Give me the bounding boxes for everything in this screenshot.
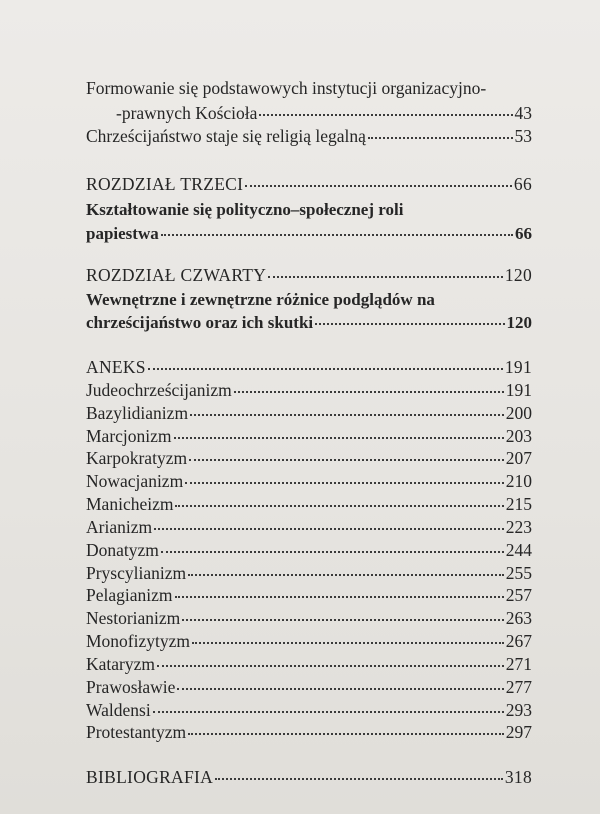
toc-entry xyxy=(86,403,532,423)
toc-entry-page: 210 xyxy=(505,471,532,491)
toc-entry-line1: Formowanie się podstawowych instytucji organizacyjno- xyxy=(86,78,487,98)
dot-leader xyxy=(175,505,503,507)
toc-chapter-heading xyxy=(86,174,532,194)
toc-entry-title: Manicheizm xyxy=(86,494,174,514)
toc-entry-page: 271 xyxy=(505,654,532,674)
toc-entry-title: ROZDZIAŁ TRZECI xyxy=(86,174,244,194)
toc-entry xyxy=(86,380,532,400)
dot-leader xyxy=(161,234,513,236)
toc-entry-title: Waldensi xyxy=(86,700,151,720)
toc-entry xyxy=(86,517,532,537)
dot-leader xyxy=(174,437,504,439)
toc-entry-title: Donatyzm xyxy=(86,540,159,560)
toc-entry-page: 293 xyxy=(505,700,532,720)
toc-entry xyxy=(86,494,532,514)
toc-entry-page: 267 xyxy=(505,631,532,651)
toc-entry-page: 203 xyxy=(505,426,532,446)
toc-entry-title: chrześcijaństwo oraz ich skutki xyxy=(86,313,314,332)
toc-entry-page: 223 xyxy=(505,517,532,537)
toc-entry xyxy=(86,126,532,146)
toc-entry-title: BIBLIOGRAFIA xyxy=(86,767,214,787)
toc-entry xyxy=(86,677,532,697)
toc-chapter-heading xyxy=(86,767,532,787)
dot-leader xyxy=(154,528,504,530)
toc-entry-title: Monofizytyzm xyxy=(86,631,191,651)
toc-entry-page: 297 xyxy=(505,722,532,742)
toc-chapter-title-line1: Wewnętrzne i zewnętrzne różnice podglądów na xyxy=(86,290,435,309)
toc-entry-page: 120 xyxy=(504,265,532,285)
toc-entry xyxy=(86,722,532,742)
toc-entry-title: ROZDZIAŁ CZWARTY xyxy=(86,265,267,285)
dot-leader xyxy=(182,619,503,621)
toc-entry xyxy=(86,540,532,560)
toc-entry-page: 66 xyxy=(513,174,532,194)
toc-entry-title: ANEKS xyxy=(86,357,146,377)
dot-leader xyxy=(188,574,504,576)
toc-entry-title: Nowacjanizm xyxy=(86,471,184,491)
toc-chapter-title xyxy=(86,313,532,333)
toc-entry xyxy=(116,103,532,123)
toc-entry-page: 120 xyxy=(506,313,532,332)
toc-entry-title: Nestorianizm xyxy=(86,608,181,628)
toc-entry-page: 244 xyxy=(505,540,532,560)
toc-entry-page: 53 xyxy=(514,126,532,146)
dot-leader xyxy=(215,778,503,780)
toc-entry xyxy=(86,608,532,628)
toc-entry-title: Judeochrześcijanizm xyxy=(86,380,232,400)
toc-chapter-heading xyxy=(86,265,532,285)
toc-entry-title: Karpokratyzm xyxy=(86,448,188,468)
toc-entry-page: 66 xyxy=(515,224,532,243)
toc-entry-title: Prawosławie xyxy=(86,677,176,697)
dot-leader xyxy=(268,276,503,278)
toc-entry-page: 191 xyxy=(505,380,532,400)
toc-entry xyxy=(86,448,532,468)
toc-entry-page: 263 xyxy=(505,608,532,628)
dot-leader xyxy=(148,368,503,370)
toc-entry xyxy=(86,654,532,674)
dot-leader xyxy=(188,733,504,735)
dot-leader xyxy=(315,323,504,325)
toc-entry-page: 191 xyxy=(504,357,532,377)
toc-chapter-title xyxy=(86,224,532,244)
toc-entry-page: 318 xyxy=(504,767,532,787)
dot-leader xyxy=(259,114,512,116)
toc-entry xyxy=(86,471,532,491)
toc-entry-page: 43 xyxy=(514,103,532,123)
dot-leader xyxy=(190,414,504,416)
toc-chapter-title-line1: Kształtowanie się polityczno–społecznej roli xyxy=(86,200,404,219)
dot-leader xyxy=(368,137,513,139)
toc-entry-title: Bazylidianizm xyxy=(86,403,189,423)
toc-entry-page: 215 xyxy=(505,494,532,514)
toc-entry xyxy=(86,700,532,720)
toc-entry-title: Pelagianizm xyxy=(86,585,173,605)
toc-entry-title: Arianizm xyxy=(86,517,153,537)
dot-leader xyxy=(189,459,504,461)
toc-entry-page: 257 xyxy=(505,585,532,605)
toc-entry xyxy=(86,585,532,605)
dot-leader xyxy=(157,665,504,667)
toc-entry-page: 200 xyxy=(505,403,532,423)
toc-entry-title: Pryscylianizm xyxy=(86,563,187,583)
toc-entry-title: Chrześcijaństwo staje się religią legalną xyxy=(86,126,366,146)
dot-leader xyxy=(234,391,504,393)
toc-chapter-heading xyxy=(86,357,532,377)
toc-entry-page: 277 xyxy=(505,677,532,697)
dot-leader xyxy=(153,711,504,713)
toc-entry-title: papiestwa xyxy=(86,224,159,243)
toc-entry-title: Protestantyzm xyxy=(86,722,187,742)
toc-entry xyxy=(86,631,532,651)
toc-entry-title: Kataryzm xyxy=(86,654,155,674)
toc-entry-title: Marcjonizm xyxy=(86,426,172,446)
toc-entry-page: 255 xyxy=(505,563,532,583)
dot-leader xyxy=(245,185,512,187)
dot-leader xyxy=(161,551,504,553)
dot-leader xyxy=(175,596,504,598)
dot-leader xyxy=(192,642,504,644)
dot-leader xyxy=(177,688,503,690)
toc-entry-title: -prawnych Kościoła xyxy=(116,103,258,123)
toc-entry xyxy=(86,426,532,446)
toc-entry-page: 207 xyxy=(505,448,532,468)
toc-entry xyxy=(86,563,532,583)
dot-leader xyxy=(185,482,504,484)
